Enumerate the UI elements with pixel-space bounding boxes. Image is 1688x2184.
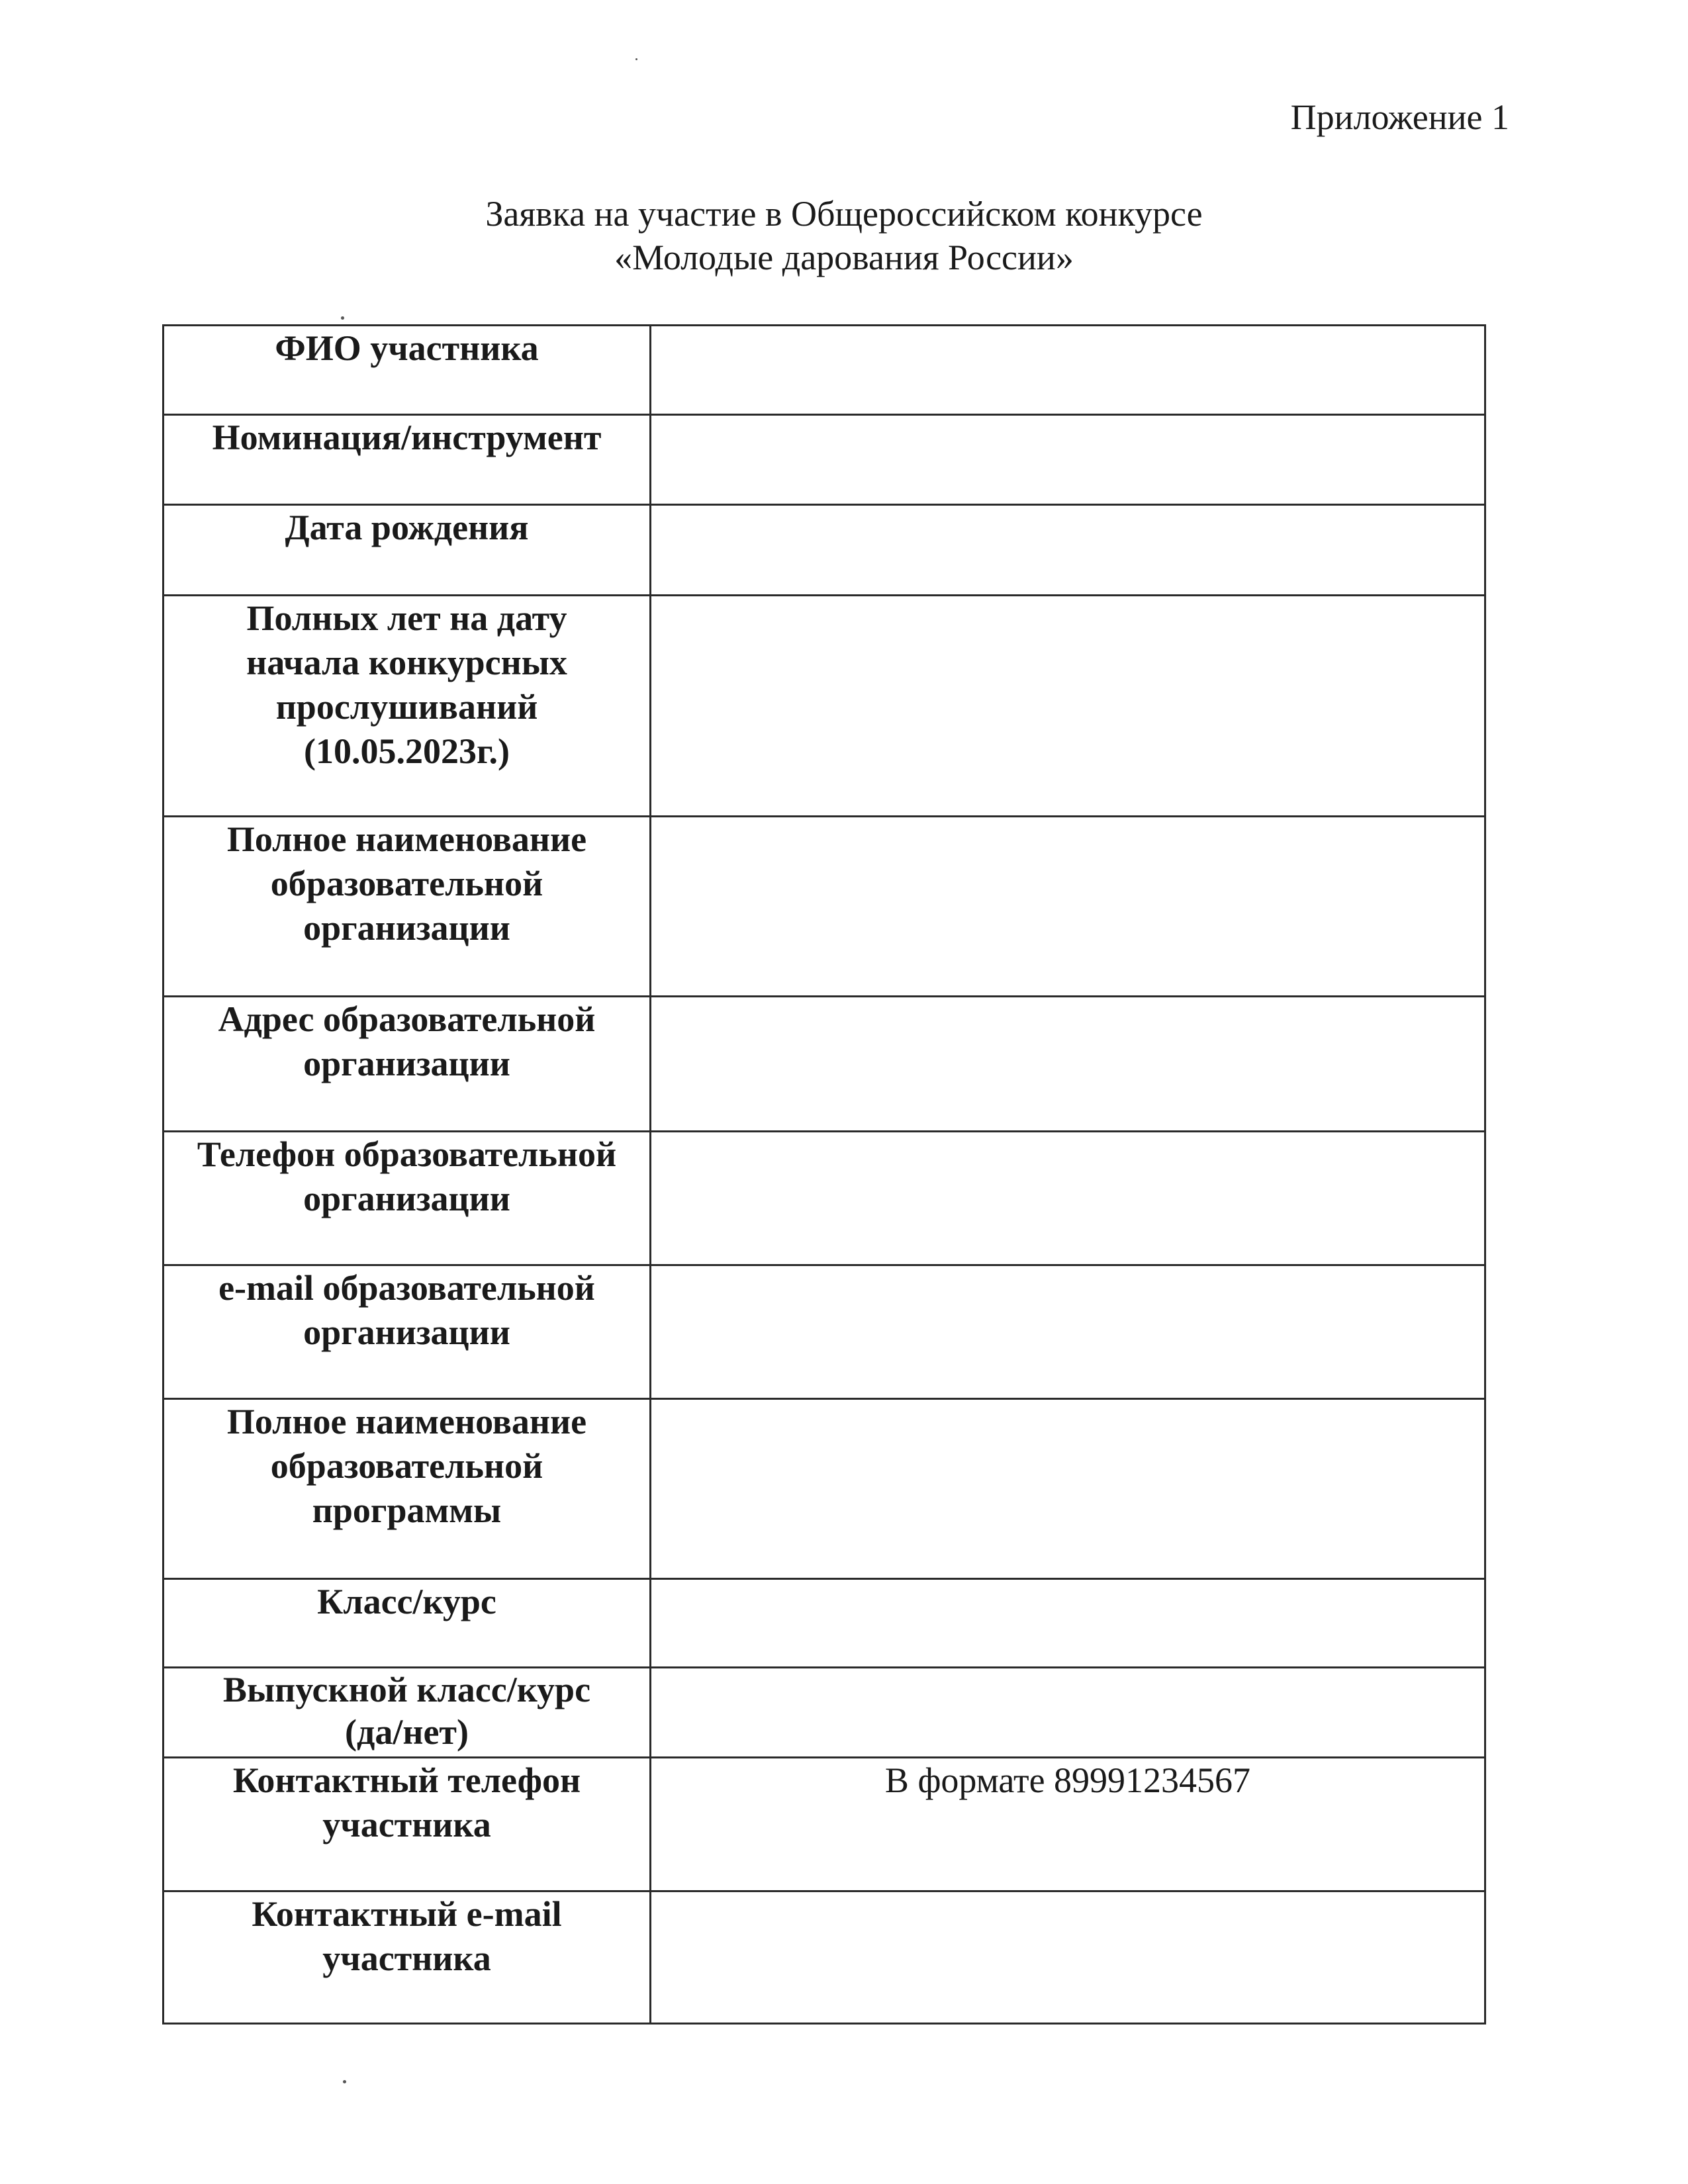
form-row-organization-address <box>164 997 1485 1132</box>
form-value-field[interactable] <box>651 1668 1485 1758</box>
form-row-birth-date <box>164 505 1485 596</box>
form-row-organization-email <box>164 1265 1485 1399</box>
form-label-line: образовательной <box>270 1446 543 1486</box>
contact-phone-value[interactable]: В формате 89991234567 <box>651 1758 1485 1891</box>
document-title <box>0 192 1688 279</box>
form-value-field[interactable] <box>651 505 1485 596</box>
form-row-organization-phone <box>164 1132 1485 1265</box>
form-label-line: организации <box>303 1179 510 1218</box>
form-label <box>164 1579 651 1668</box>
form-row-organization-name <box>164 817 1485 997</box>
title-line-2: «Молодые дарования России» <box>614 238 1074 277</box>
form-row-class <box>164 1579 1485 1668</box>
scan-speck <box>343 2080 346 2083</box>
form-value-field[interactable] <box>651 596 1485 817</box>
form-label-line: Выпускной класс/курс <box>222 1670 591 1709</box>
form-label-line: организации <box>303 1044 510 1083</box>
form-label <box>164 1132 651 1265</box>
form-value-field[interactable] <box>651 1891 1485 2024</box>
form-label-line: Адрес образовательной <box>218 999 596 1039</box>
form-label <box>164 1891 651 2024</box>
form-label-line: организации <box>303 908 510 948</box>
form-label-line: (да/нет) <box>345 1712 469 1752</box>
form-label-line: Телефон образовательной <box>197 1134 617 1174</box>
form-label-line: Класс/курс <box>317 1582 496 1621</box>
form-label-line: ФИО участника <box>275 328 539 368</box>
form-label-line: (10.05.2023г.) <box>304 731 510 771</box>
form-value-field[interactable] <box>651 817 1485 997</box>
form-label <box>164 997 651 1132</box>
form-value-field[interactable] <box>651 1579 1485 1668</box>
form-value-field[interactable] <box>651 415 1485 505</box>
form-row-graduating <box>164 1668 1485 1758</box>
form-label-line: Контактный телефон <box>232 1760 581 1800</box>
form-label-line: Дата рождения <box>285 508 529 547</box>
form-label <box>164 1265 651 1399</box>
form-label-line: Номинация/инструмент <box>212 418 602 457</box>
form-row-full-name <box>164 326 1485 415</box>
form-value-field[interactable] <box>651 1265 1485 1399</box>
form-label-line: прослушиваний <box>275 687 538 727</box>
form-label-line: e-mail образовательной <box>218 1268 595 1308</box>
form-value-field[interactable] <box>651 1132 1485 1265</box>
form-label <box>164 1758 651 1891</box>
form-label-line: Полное наименование <box>226 1402 587 1441</box>
application-form-table <box>162 324 1486 2025</box>
form-label-line: участника <box>322 1938 491 1978</box>
form-row-contact-email <box>164 1891 1485 2024</box>
title-line-1: Заявка на участие в Общероссийском конкурсе <box>485 194 1203 234</box>
form-label-line: организации <box>303 1312 510 1352</box>
form-value-field[interactable] <box>651 1399 1485 1579</box>
form-label-line: образовательной <box>270 864 543 903</box>
form-label <box>164 505 651 596</box>
form-label-line: Полных лет на дату <box>246 598 567 638</box>
form-label <box>164 326 651 415</box>
form-label <box>164 1668 651 1758</box>
form-value-field[interactable] <box>651 326 1485 415</box>
form-label-line: Контактный e-mail <box>252 1894 562 1934</box>
form-label <box>164 1399 651 1579</box>
scan-speck <box>635 58 637 60</box>
form-value-field[interactable] <box>651 997 1485 1132</box>
form-label-line: программы <box>312 1490 502 1530</box>
form-label <box>164 817 651 997</box>
form-label-line: начала конкурсных <box>246 643 567 682</box>
form-row-nomination <box>164 415 1485 505</box>
form-row-program-name <box>164 1399 1485 1579</box>
form-label-line: Полное наименование <box>226 819 587 859</box>
scan-speck <box>341 316 344 320</box>
form-label <box>164 596 651 817</box>
form-label <box>164 415 651 505</box>
form-label-line: участника <box>322 1805 491 1844</box>
appendix-label: Приложение 1 <box>1290 97 1509 137</box>
form-row-age <box>164 596 1485 817</box>
form-row-contact-phone <box>164 1758 1485 1891</box>
